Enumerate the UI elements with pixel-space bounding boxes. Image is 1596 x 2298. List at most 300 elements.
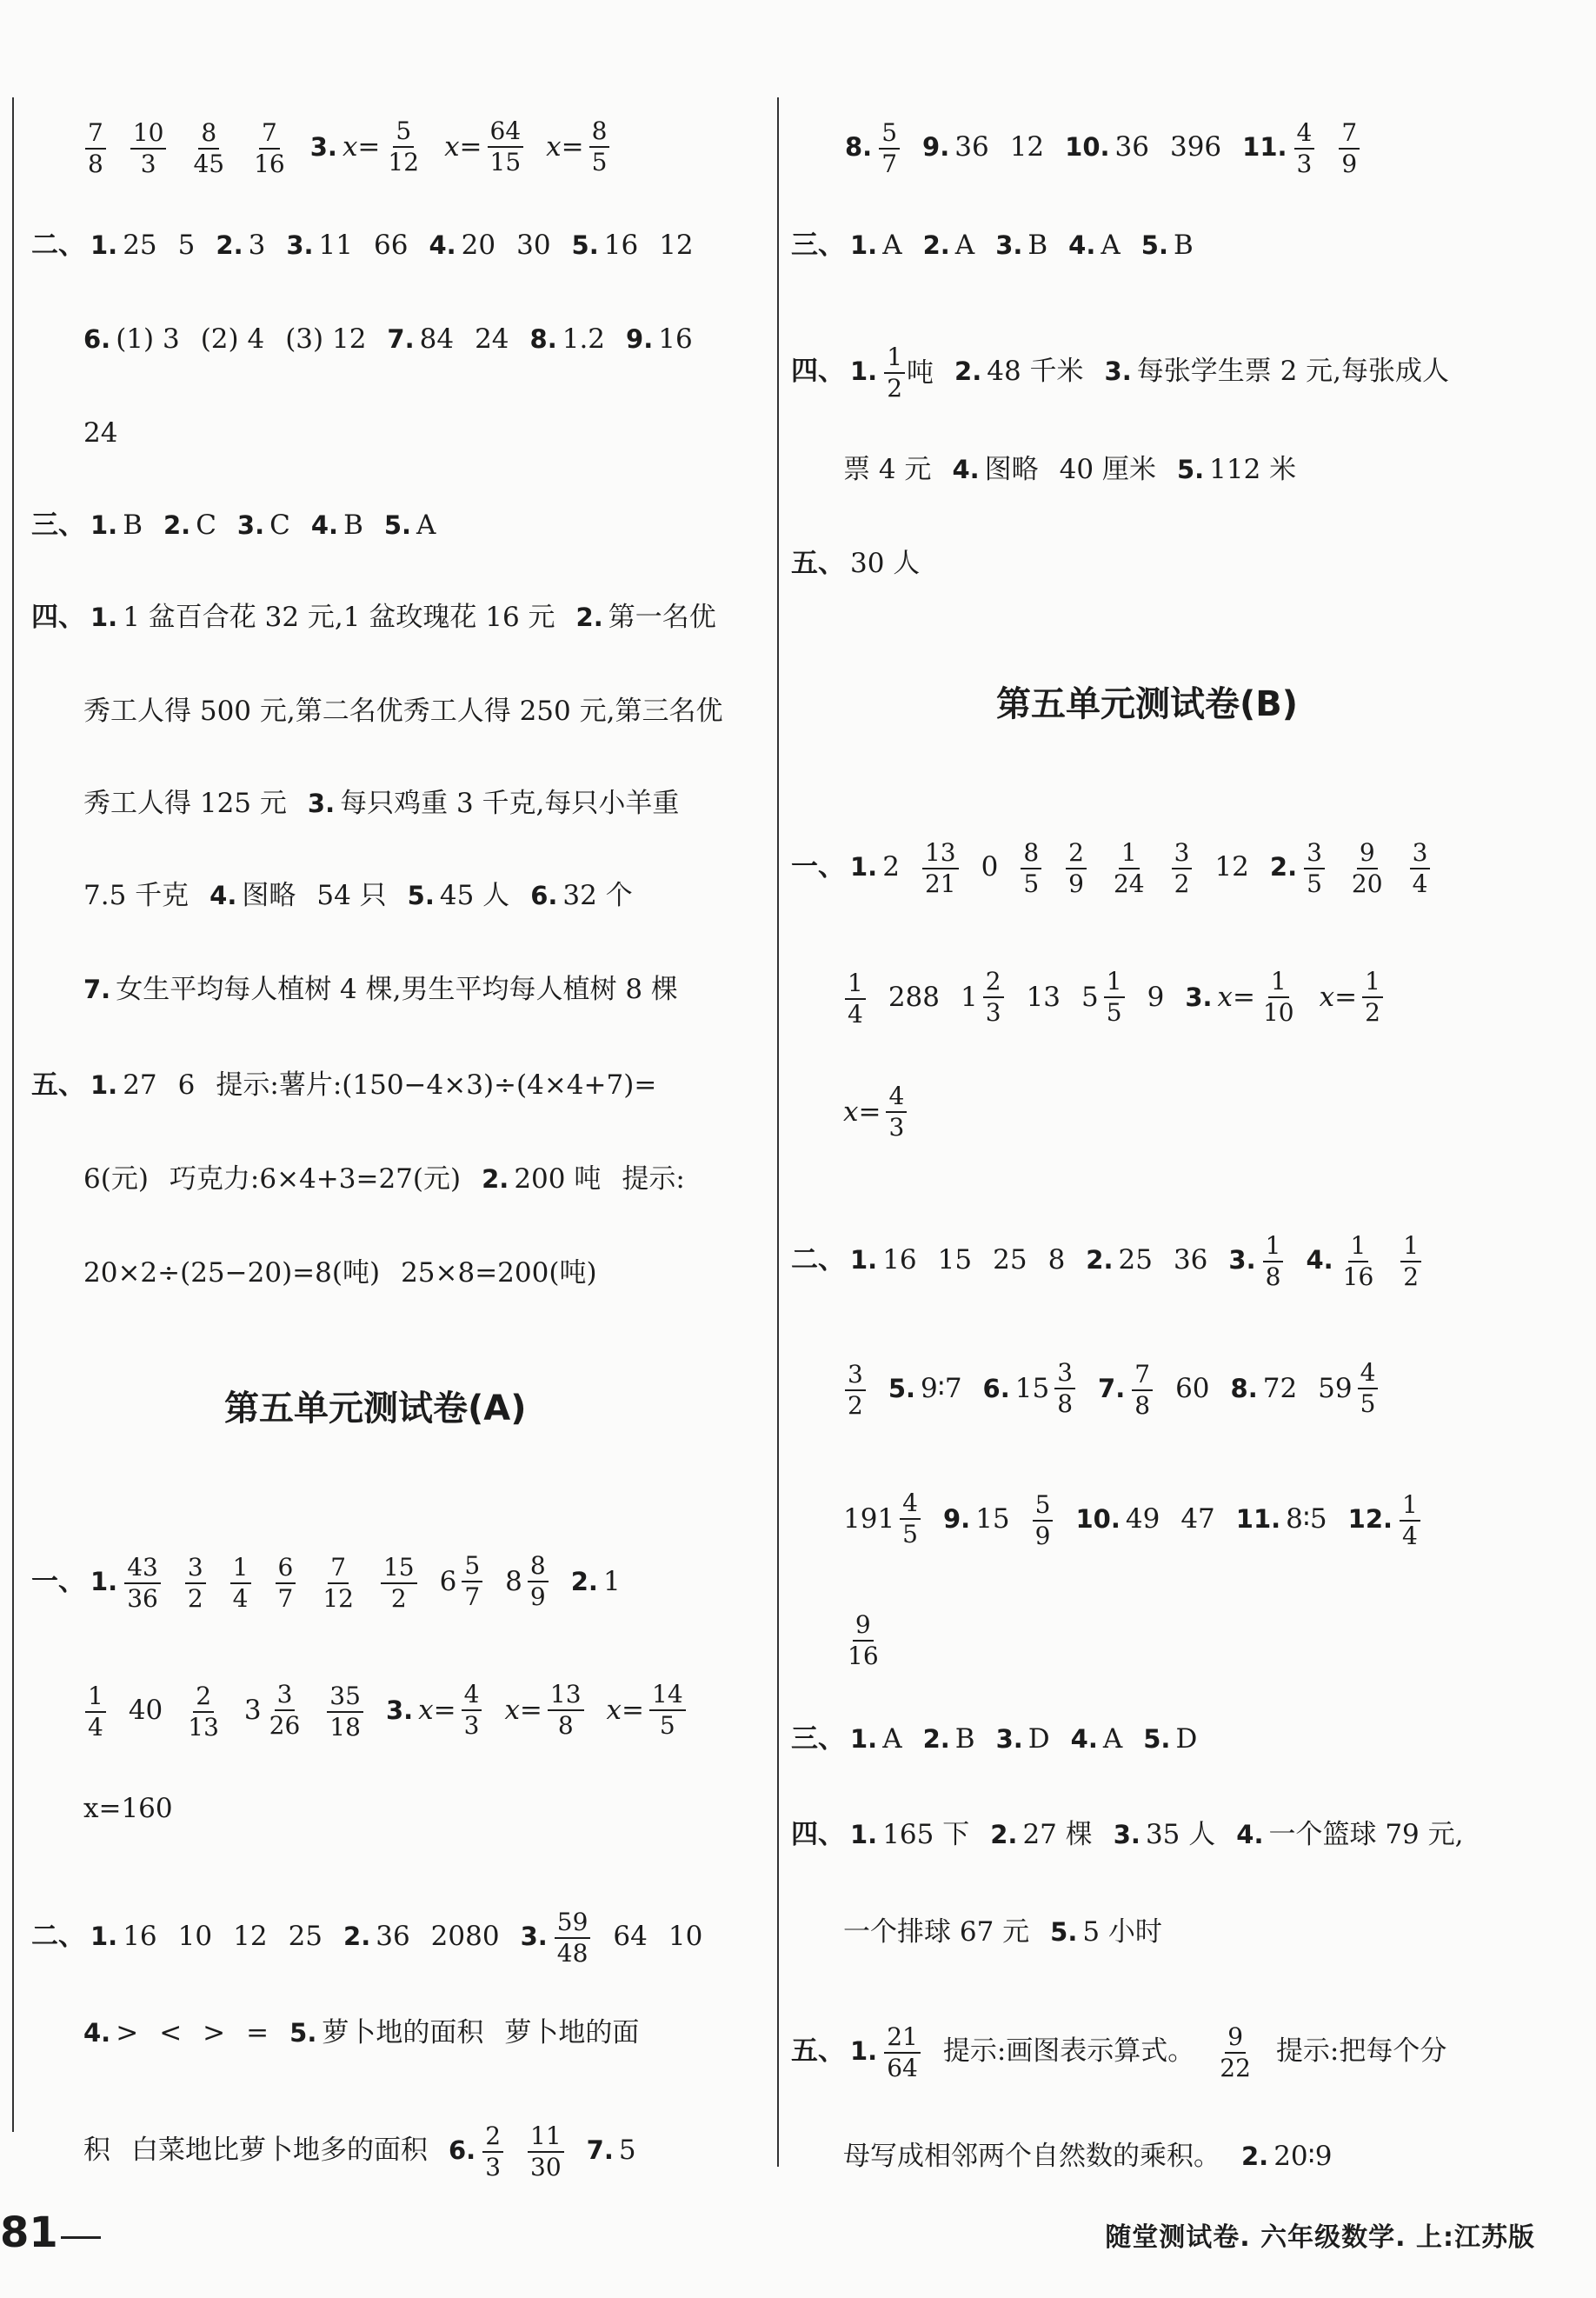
answer-value <box>882 343 934 403</box>
answer-text: 20×2÷(25−20)=8(吨) <box>83 1257 381 1289</box>
answer-line <box>843 452 1296 487</box>
question-number: 4. <box>429 230 456 260</box>
question-number: 5. <box>289 2018 317 2048</box>
answer-fraction <box>1130 1356 1154 1421</box>
answer-fraction <box>1081 967 1127 1028</box>
question-number: 2. <box>482 1164 509 1194</box>
fraction <box>1170 838 1194 899</box>
section-marker: 二、 <box>791 1244 845 1276</box>
answer-text: 提示:把每个分 <box>1275 2035 1447 2067</box>
answer-value <box>843 1360 868 1421</box>
fraction <box>183 1682 223 1742</box>
answer-value <box>274 1553 298 1614</box>
answer-text: 每张学生票 2 元,每张成人 <box>1136 356 1450 387</box>
answer-text: 提示: <box>622 1163 685 1195</box>
fraction <box>898 1489 922 1549</box>
equation-lhs: x= <box>504 1695 542 1726</box>
answer-line <box>843 1356 1380 1421</box>
section-marker: 五、 <box>791 2035 845 2067</box>
answer-text: 5 小时 <box>1082 1916 1162 1948</box>
fraction-numerator: 14 <box>649 1680 686 1711</box>
fraction-denominator: 7 <box>277 1584 294 1613</box>
answer-text: 45 人 <box>439 880 510 911</box>
answer-text: 票 4 元 <box>843 454 932 485</box>
answer-value <box>1339 1231 1379 1292</box>
answer-fraction <box>1347 835 1387 899</box>
answer-text: 25×8=200(吨) <box>401 1257 597 1289</box>
fraction-numerator: 7 <box>85 118 106 150</box>
fraction-denominator: 45 <box>193 150 225 178</box>
fraction-numerator: 1 <box>85 1682 106 1713</box>
answer-fraction <box>1218 967 1299 1028</box>
answer-text: 9∶7 <box>921 1373 962 1404</box>
fraction-numerator: 1 <box>845 969 866 1000</box>
fraction-denominator: 4 <box>1402 1522 1418 1550</box>
section-marker: 五、 <box>31 1069 85 1101</box>
answer-line <box>31 508 436 543</box>
answer-text: 84 <box>419 323 455 355</box>
fraction-numerator: 9 <box>1225 2022 1246 2054</box>
question-number: 11. <box>1235 1504 1281 1534</box>
fraction-numerator: 43 <box>124 1553 161 1584</box>
answer-text: (1) 3 <box>116 323 180 355</box>
question-number: 5. <box>1143 1724 1171 1754</box>
fraction-numerator: 9 <box>853 1610 874 1642</box>
answer-fraction <box>189 115 229 179</box>
fraction <box>1215 2022 1255 2083</box>
fraction <box>884 1082 908 1142</box>
answer-text: 30 <box>516 230 551 261</box>
answer-fraction <box>83 115 108 179</box>
answer-line <box>791 2019 1446 2083</box>
question-number: 1. <box>90 603 118 632</box>
fraction-denominator: 2 <box>187 1584 203 1613</box>
fraction-numerator: 15 <box>381 1553 417 1584</box>
fraction <box>265 1680 305 1741</box>
question-number: 5. <box>1176 455 1205 484</box>
answer-text: 秀工人得 125 元 <box>83 788 287 819</box>
answer-fraction <box>183 1549 208 1614</box>
answer-text: 提示:薯片:(150−4×3)÷(4×4+7)= <box>216 1069 657 1101</box>
answer-text: 5 <box>177 230 196 261</box>
answer-text: < <box>159 2017 183 2048</box>
fraction-denominator: 8 <box>1134 1391 1151 1420</box>
answer-text: 27 <box>123 1069 157 1101</box>
fraction <box>648 1680 688 1741</box>
question-number: 3. <box>520 1922 548 1951</box>
fraction <box>546 1680 586 1741</box>
answer-fraction <box>961 967 1006 1028</box>
answer-text: 35 人 <box>1145 1819 1216 1850</box>
answer-line <box>31 1068 656 1102</box>
fraction <box>981 967 1006 1028</box>
answer-fraction <box>418 1680 483 1741</box>
answer-line <box>83 1256 597 1290</box>
equation-lhs: x= <box>843 1096 881 1128</box>
answer-line <box>83 322 693 356</box>
question-number: 3. <box>307 789 336 818</box>
fraction-numerator: 4 <box>886 1082 907 1113</box>
answer-fraction <box>249 115 289 179</box>
question-number: 1. <box>850 356 878 386</box>
answer-line <box>843 965 1385 1029</box>
fraction <box>843 1360 868 1421</box>
question-number: 3. <box>1104 356 1132 386</box>
fraction <box>1053 1358 1077 1419</box>
fraction-numerator: 4 <box>900 1489 921 1520</box>
fraction <box>588 117 612 177</box>
fraction <box>183 1553 208 1614</box>
answer-text: 48 千米 <box>987 356 1084 387</box>
question-number: 6. <box>982 1374 1010 1403</box>
question-number: 1. <box>850 1820 878 1849</box>
fraction-numerator: 2 <box>482 2121 503 2153</box>
question-number: 2. <box>1241 2141 1269 2171</box>
fraction <box>1064 838 1088 899</box>
fraction-denominator: 9 <box>1341 150 1358 178</box>
answer-text: 1 盆百合花 32 元,1 盆玫瑰花 16 元 <box>123 602 555 633</box>
answer-fraction <box>843 1489 922 1549</box>
fraction-denominator: 8 <box>88 150 103 178</box>
answer-text: 11 <box>318 230 353 261</box>
answer-line <box>791 1228 1423 1292</box>
answer-fraction <box>1398 1487 1422 1551</box>
fraction-numerator: 3 <box>1304 838 1325 869</box>
answer-line <box>845 115 1361 179</box>
answer-text: 16 <box>603 230 639 261</box>
fraction-numerator: 7 <box>1132 1360 1153 1391</box>
fraction-denominator: 3 <box>140 150 156 178</box>
answer-text: 30 人 <box>850 548 921 579</box>
question-number: 7. <box>1098 1374 1126 1403</box>
answer-fraction <box>123 1549 163 1614</box>
answer-text: D <box>1027 1723 1050 1755</box>
answer-fraction <box>1293 115 1317 179</box>
equation-lhs: x= <box>606 1695 645 1726</box>
fraction-denominator: 5 <box>1023 869 1040 898</box>
answer-line <box>791 1722 1197 1756</box>
answer-text: 提示:画图表示算式。 <box>942 2035 1195 2067</box>
answer-text: = <box>246 2017 269 2048</box>
fraction-denominator: 5 <box>1307 869 1322 898</box>
answer-text: 2080 <box>430 1921 500 1952</box>
answer-fraction <box>843 1607 883 1671</box>
question-number: 2. <box>1269 852 1298 882</box>
answer-value <box>83 1682 108 1742</box>
fraction-numerator: 1 <box>1119 838 1140 869</box>
answer-fraction <box>244 1680 304 1741</box>
answer-value <box>1064 838 1088 899</box>
answer-value <box>83 118 108 179</box>
question-number: 2. <box>922 1724 950 1754</box>
fraction-numerator: 4 <box>462 1680 482 1711</box>
answer-line <box>83 2015 639 2050</box>
answer-text: A <box>882 230 902 261</box>
answer-fraction <box>318 1549 358 1614</box>
fraction-numerator: 9 <box>1357 838 1378 869</box>
answer-text: B <box>1027 230 1048 261</box>
answer-fraction <box>1399 1228 1423 1292</box>
answer-fraction <box>843 965 868 1029</box>
answer-value <box>1130 1360 1154 1421</box>
answer-text: 25 <box>1118 1244 1153 1276</box>
fraction-numerator: 8 <box>589 117 610 148</box>
answer-text: 6 <box>177 1069 196 1101</box>
answer-fraction <box>83 1678 108 1742</box>
question-number: 2. <box>1086 1245 1114 1275</box>
question-number: 3. <box>1113 1820 1140 1849</box>
fraction <box>1130 1360 1154 1421</box>
footer-dash <box>61 2236 101 2239</box>
fraction-denominator: 24 <box>1113 869 1145 898</box>
fraction <box>921 838 961 899</box>
fraction-denominator: 2 <box>887 374 903 403</box>
answer-value <box>1408 838 1433 899</box>
fraction <box>1356 1358 1380 1419</box>
answer-text: B <box>343 510 363 541</box>
fraction <box>481 2121 505 2182</box>
fraction-numerator: 1 <box>1263 1231 1284 1262</box>
fraction <box>843 969 868 1029</box>
answer-text: 36 <box>376 1921 410 1952</box>
fraction <box>843 1610 883 1671</box>
answer-text: 积 <box>83 2135 110 2166</box>
answer-line <box>843 1487 1422 1551</box>
fraction <box>1109 838 1149 899</box>
answer-fraction <box>1109 835 1149 899</box>
question-number: 4. <box>1236 1820 1264 1849</box>
mixed-number-whole: 191 <box>843 1503 895 1535</box>
answer-text: 165 下 <box>882 1819 970 1850</box>
fraction <box>1259 967 1299 1028</box>
fraction-numerator: 1 <box>1348 1231 1369 1262</box>
question-number: 1. <box>850 1724 878 1754</box>
answer-value <box>1398 1490 1422 1551</box>
fraction-denominator: 2 <box>1174 869 1190 898</box>
fraction-numerator: 3 <box>1054 1358 1075 1389</box>
section-marker: 四、 <box>791 1819 845 1850</box>
answer-line <box>791 546 920 581</box>
fraction-numerator: 7 <box>328 1553 349 1584</box>
answer-text: 6(元) <box>83 1163 149 1195</box>
answer-text: 10 <box>668 1921 703 1952</box>
question-number: 4. <box>83 2018 111 2048</box>
fraction-numerator: 6 <box>276 1553 296 1584</box>
fraction <box>229 1553 253 1614</box>
equation-lhs: x= <box>1319 982 1358 1013</box>
answer-text: 12 <box>1009 131 1045 163</box>
answer-fraction <box>843 1082 908 1142</box>
fraction <box>318 1553 358 1614</box>
answer-text: 一个篮球 79 元, <box>1268 1819 1464 1850</box>
answer-fraction <box>1215 2019 1255 2083</box>
question-number: 3. <box>236 510 265 540</box>
answer-text: 288 <box>888 982 940 1013</box>
section-marker: 三、 <box>31 510 85 541</box>
fraction-denominator: 13 <box>188 1713 219 1742</box>
mixed-number-whole: 59 <box>1318 1373 1353 1404</box>
answer-fraction <box>553 1904 593 1968</box>
fraction-denominator: 64 <box>887 2054 918 2082</box>
answer-line <box>83 878 633 913</box>
unit-suffix: 吨 <box>907 357 934 389</box>
answer-fraction <box>325 1678 365 1742</box>
mixed-number-whole: 15 <box>1014 1373 1050 1404</box>
fraction <box>877 118 901 179</box>
answer-value <box>1261 1231 1286 1292</box>
answer-fraction <box>843 1356 868 1421</box>
answer-line <box>83 972 678 1007</box>
question-number: 8. <box>529 324 557 354</box>
answer-text: 图略 <box>984 454 1039 485</box>
fraction-denominator: 48 <box>556 1939 589 1968</box>
answer-text: 49 <box>1125 1503 1160 1535</box>
fraction-numerator: 7 <box>1339 118 1360 150</box>
fraction-denominator: 9 <box>1034 1522 1051 1550</box>
answer-value <box>481 2121 505 2182</box>
answer-text: 12 <box>659 230 694 261</box>
question-number: 2. <box>922 230 950 260</box>
fraction-numerator: 1 <box>1400 1490 1420 1522</box>
fraction-denominator: 3 <box>463 1711 480 1740</box>
equation-lhs: x= <box>342 131 381 163</box>
fraction-numerator: 1 <box>1362 967 1383 998</box>
answer-text: 15 <box>937 1244 973 1276</box>
question-number: 2. <box>954 356 982 386</box>
answer-text: 47 <box>1180 1503 1215 1535</box>
answer-text: 一个排球 67 元 <box>843 1916 1030 1948</box>
fraction-denominator: 4 <box>232 1584 249 1613</box>
question-number: 1. <box>850 852 878 882</box>
answer-text: 40 厘米 <box>1059 454 1156 485</box>
question-number: 2. <box>163 510 191 540</box>
fraction <box>1399 1231 1423 1292</box>
question-number: 3. <box>385 1695 414 1725</box>
answer-value <box>1302 838 1327 899</box>
answer-text: 24 <box>475 323 509 355</box>
question-number: 4. <box>209 881 237 910</box>
answer-fraction <box>342 117 423 177</box>
fraction-denominator: 8 <box>1057 1389 1074 1418</box>
fraction-numerator: 35 <box>327 1682 363 1713</box>
answer-text: 15 <box>975 1503 1010 1535</box>
answer-text: 白菜地比萝卜地多的面积 <box>131 2135 428 2166</box>
unit5-test-b-title: 第五单元测试卷(B) <box>996 684 1299 724</box>
question-number: 5. <box>571 230 599 260</box>
fraction <box>83 1682 108 1742</box>
fraction-denominator: 10 <box>1262 998 1294 1027</box>
section-marker: 四、 <box>791 356 845 387</box>
fraction-numerator: 59 <box>555 1908 591 1939</box>
fraction-denominator: 8 <box>1265 1262 1281 1291</box>
question-number: 2. <box>343 1922 371 1951</box>
answer-value <box>249 118 289 179</box>
fraction-denominator: 12 <box>323 1584 354 1613</box>
answer-text: A <box>882 1723 902 1755</box>
fraction-denominator: 9 <box>1068 869 1084 898</box>
question-number: 7. <box>83 975 111 1004</box>
answer-line <box>31 1549 621 1614</box>
answer-value <box>325 1682 365 1742</box>
answer-fraction <box>440 1551 485 1612</box>
fraction-numerator: 1 <box>1268 967 1289 998</box>
answer-fraction <box>882 2019 922 2083</box>
question-number: 3. <box>309 132 337 162</box>
answer-fraction <box>1261 1228 1286 1292</box>
answer-line <box>83 1162 685 1196</box>
answer-value <box>318 1553 358 1614</box>
question-number: 2. <box>990 1820 1018 1849</box>
question-number: 3. <box>286 230 314 260</box>
answer-fraction <box>882 339 934 403</box>
answer-line <box>843 1607 883 1671</box>
fraction <box>553 1908 593 1968</box>
question-number: 1. <box>90 1922 118 1951</box>
answer-text: 13 <box>1026 982 1061 1013</box>
answer-fraction <box>229 1549 253 1614</box>
question-number: 7. <box>387 324 415 354</box>
answer-fraction <box>505 1551 550 1612</box>
answer-value <box>843 1082 908 1142</box>
answer-value <box>961 967 1006 1028</box>
fraction-denominator: 2 <box>390 1584 407 1613</box>
fraction-denominator: 20 <box>1351 869 1383 898</box>
fraction-denominator: 12 <box>388 148 420 177</box>
answer-fraction <box>1318 1358 1380 1419</box>
answer-line <box>31 228 694 263</box>
answer-value <box>1015 1358 1077 1419</box>
fraction-denominator: 16 <box>1342 1262 1374 1291</box>
answer-value <box>843 969 868 1029</box>
fraction-numerator: 1 <box>1104 967 1125 998</box>
answer-fraction <box>444 117 525 177</box>
fraction <box>882 2022 922 2083</box>
answer-text: 1.2 <box>562 323 606 355</box>
fraction <box>882 343 907 403</box>
fraction-numerator: 5 <box>393 117 414 148</box>
answer-value <box>444 117 525 177</box>
answer-value <box>1019 838 1043 899</box>
fraction-denominator: 5 <box>591 148 608 177</box>
fraction-numerator: 64 <box>488 117 524 148</box>
answer-text: 16 <box>882 1244 917 1276</box>
answer-text: 2 <box>882 851 900 883</box>
question-number: 5. <box>1050 1917 1078 1947</box>
fraction-denominator: 4 <box>88 1713 103 1742</box>
fraction <box>1031 1490 1055 1551</box>
question-number: 1. <box>90 230 118 260</box>
answer-fraction <box>526 2118 566 2182</box>
answer-fraction <box>1339 1228 1379 1292</box>
answer-line <box>83 1791 173 1826</box>
answer-value <box>1109 838 1149 899</box>
fraction <box>1408 838 1433 899</box>
answer-line <box>31 1904 702 1968</box>
answer-text: 24 <box>83 417 118 449</box>
fraction-numerator: 2 <box>983 967 1004 998</box>
fraction <box>1302 838 1327 899</box>
question-number: 1. <box>850 230 878 260</box>
answer-value <box>1170 838 1194 899</box>
answer-fraction <box>129 115 169 179</box>
fraction-denominator: 5 <box>1360 1389 1376 1418</box>
question-number: 2. <box>570 1567 598 1596</box>
fraction-denominator: 18 <box>329 1713 361 1742</box>
answer-fraction <box>1015 1358 1077 1419</box>
answer-text: 巧克力:6×4+3=27(元) <box>169 1163 462 1195</box>
answer-text: 200 吨 <box>514 1163 602 1195</box>
question-number: 1. <box>850 2036 878 2066</box>
